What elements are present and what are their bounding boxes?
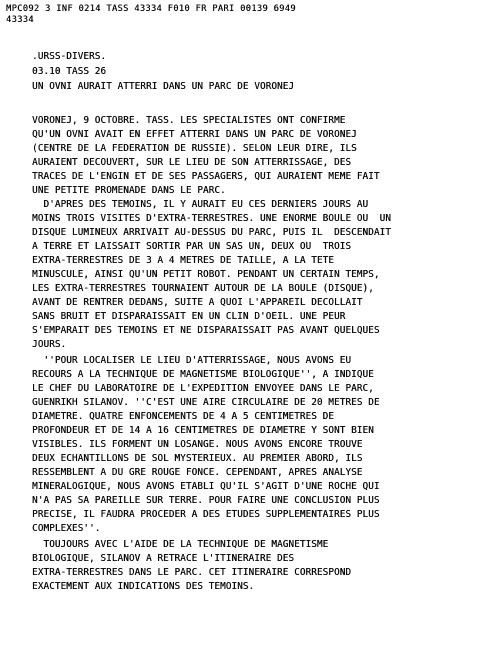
body-line: EXTRA-TERRESTRES DANS LE PARC. CET ITINERAIRE CORRESPOND [32,567,352,578]
body-line: SANS BRUIT ET DISPARAISSAIT EN UN CLIN D'OEIL. UNE PEUR [32,311,346,322]
body-line: AVANT DE RENTRER DEDANS, SUITE A QUOI L'APPAREIL DECOLLAIT [32,297,363,308]
dispatch-category: .URSS-DIVERS. [32,51,107,62]
body-line: TOUJOURS AVEC L'AIDE DE LA TECHNIQUE DE MAGNETISME [32,539,329,550]
body-line: BIOLOGIQUE, SILANOV A RETRACE L'ITINERAIRE DES [32,553,295,564]
body-line: PRECISE, IL FAUDRA PROCEDER A DES ETUDES SUPPLEMENTAIRES PLUS [32,509,380,520]
body-line: UNE PETITE PROMENADE DANS LE PARC. [32,185,226,196]
body-line: AURAIENT DECOUVERT, SUR LE LIEU DE SON ATTERRISSAGE, DES [32,157,352,168]
body-line: COMPLEXES''. [32,523,101,534]
body-line: RESSEMBLENT A DU GRE ROUGE FONCE. CEPENDANT, APRES ANALYSE [32,467,363,478]
body-line: N'A PAS SA PAREILLE SUR TERRE. POUR FAIRE UNE CONCLUSION PLUS [32,495,380,506]
body-line: DEUX ECHANTILLONS DE SOL MYSTERIEUX. AU PREMIER ABORD, ILS [32,453,363,464]
body-line: JOURS. [32,339,67,350]
body-line: EXTRA-TERRESTRES DE 3 A 4 METRES DE TAILLE, A LA TETE [32,255,334,266]
body-line: PROFONDEUR ET DE 14 A 16 CENTIMETRES DE DIAMETRE Y SONT BIEN [32,425,374,436]
body-line: D'APRES DES TEMOINS, IL Y AURAIT EU CES DERNIERS JOURS AU [32,199,369,210]
telex-header-line: MPC092 3 INF 0214 TASS 43334 F010 FR PARI 00139 6949 [6,4,296,14]
body-line: QU'UN OVNI AVAIT EN EFFET ATTERRI DANS UN PARC DE VORONEJ [32,129,357,140]
body-line: EXACTEMENT AUX INDICATIONS DES TEMOINS. [32,581,255,592]
dispatch-headline: UN OVNI AURAIT ATTERRI DANS UN PARC DE VORONEJ [32,81,295,92]
body-line: A TERRE ET LAISSAIT SORTIR PAR UN SAS UN, DEUX OU TROIS [32,241,352,252]
body-line: (CENTRE DE LA FEDERATION DE RUSSIE). SELON LEUR DIRE, ILS [32,143,357,154]
body-line: MOINS TROIS VISITES D'EXTRA-TERRESTRES. UNE ENORME BOULE OU UN [32,213,391,224]
body-line: LE CHEF DU LABORATOIRE DE L'EXPEDITION ENVOYEE DANS LE PARC, [32,383,374,394]
body-line: DIAMETRE. QUATRE ENFONCEMENTS DE 4 A 5 CENTIMETRES DE [32,411,334,422]
body-line: RECOURS A LA TECHNIQUE DE MAGNETISME BIOLOGIQUE'', A INDIQUE [32,369,374,380]
body-line: LES EXTRA-TERRESTRES TOURNAIENT AUTOUR DE LA BOULE (DISQUE), [32,283,374,294]
body-line: VISIBLES. ILS FORMENT UN LOSANGE. NOUS AVONS ENCORE TROUVE [32,439,363,450]
body-line: VORONEJ, 9 OCTOBRE. TASS. LES SPECIALISTES ONT CONFIRME [32,115,346,126]
body-line: MINUSCULE, AINSI QU'UN PETIT ROBOT. PENDANT UN CERTAIN TEMPS, [32,269,380,280]
telex-header-number: 43334 [6,15,34,25]
body-line: MINERALOGIQUE, NOUS AVONS ETABLI QU'IL S'AGIT D'UNE ROCHE QUI [32,481,380,492]
body-line: S'EMPARAIT DES TEMOINS ET NE DISPARAISSAIT PAS AVANT QUELQUES [32,325,380,336]
body-line: TRACES DE L'ENGIN ET DE SES PASSAGERS, QUI AURAIENT MEME FAIT [32,171,380,182]
body-line: GUENRIKH SILANOV. ''C'EST UNE AIRE CIRCULAIRE DE 20 METRES DE [32,397,380,408]
body-line: ''POUR LOCALISER LE LIEU D'ATTERRISSAGE, NOUS AVONS EU [32,355,352,366]
body-line: DISQUE LUMINEUX ARRIVAIT AU-DESSUS DU PARC, PUIS IL DESCENDAIT [32,227,391,238]
dispatch-stamp: 03.10 TASS 26 [32,66,107,77]
